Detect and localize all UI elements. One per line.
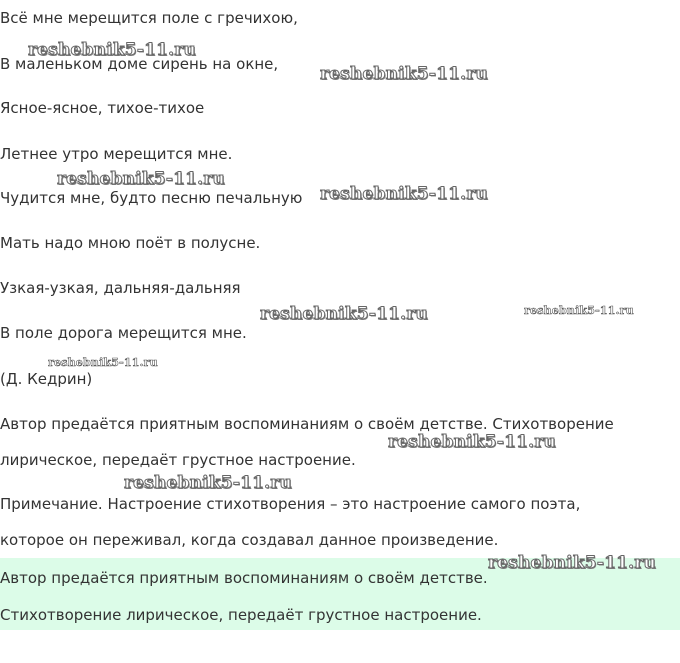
watermark: reshebnik5-11.ru — [57, 169, 225, 189]
poem-author: (Д. Кедрин) — [0, 370, 93, 388]
poem-line-5: Чудится мне, будто песню печальную — [0, 189, 303, 207]
note-line-2: которое он переживал, когда создавал данное произведение. — [0, 531, 499, 549]
poem-line-2: В маленьком доме сирень на окне, — [0, 55, 279, 73]
poem-line-3: Ясное-ясное, тихое-тихое — [0, 99, 205, 117]
poem-line-1: Всё мне мерещится поле с гречихою, — [0, 9, 298, 27]
watermark: reshebnik5-11.ru — [524, 304, 634, 317]
analysis-line-1: Автор предаётся приятным воспоминаниям о своём детстве. Стихотворение — [0, 415, 614, 433]
watermark: reshebnik5-11.ru — [320, 64, 488, 84]
watermark: reshebnik5-11.ru — [320, 184, 488, 204]
note-line-1: Примечание. Настроение стихотворения – это настроение самого поэта, — [0, 495, 581, 513]
watermark: reshebnik5-11.ru — [48, 356, 158, 369]
poem-line-7: Узкая-узкая, дальняя-дальняя — [0, 279, 241, 297]
watermark: reshebnik5-11.ru — [488, 553, 656, 573]
watermark: reshebnik5-11.ru — [260, 304, 428, 324]
poem-line-8: В поле дорога мерещится мне. — [0, 324, 247, 342]
poem-line-4: Летнее утро мерещится мне. — [0, 145, 233, 163]
watermark: reshebnik5-11.ru — [28, 40, 196, 60]
poem-line-6: Мать надо мною поёт в полусне. — [0, 234, 261, 252]
answer-line-2: Стихотворение лирическое, передаёт грустное настроение. — [0, 606, 482, 624]
answer-line-1: Автор предаётся приятным воспоминаниям о своём детстве. — [0, 569, 488, 587]
watermark: reshebnik5-11.ru — [388, 432, 556, 452]
analysis-line-2: лирическое, передаёт грустное настроение. — [0, 451, 356, 469]
watermark: reshebnik5-11.ru — [124, 473, 292, 493]
